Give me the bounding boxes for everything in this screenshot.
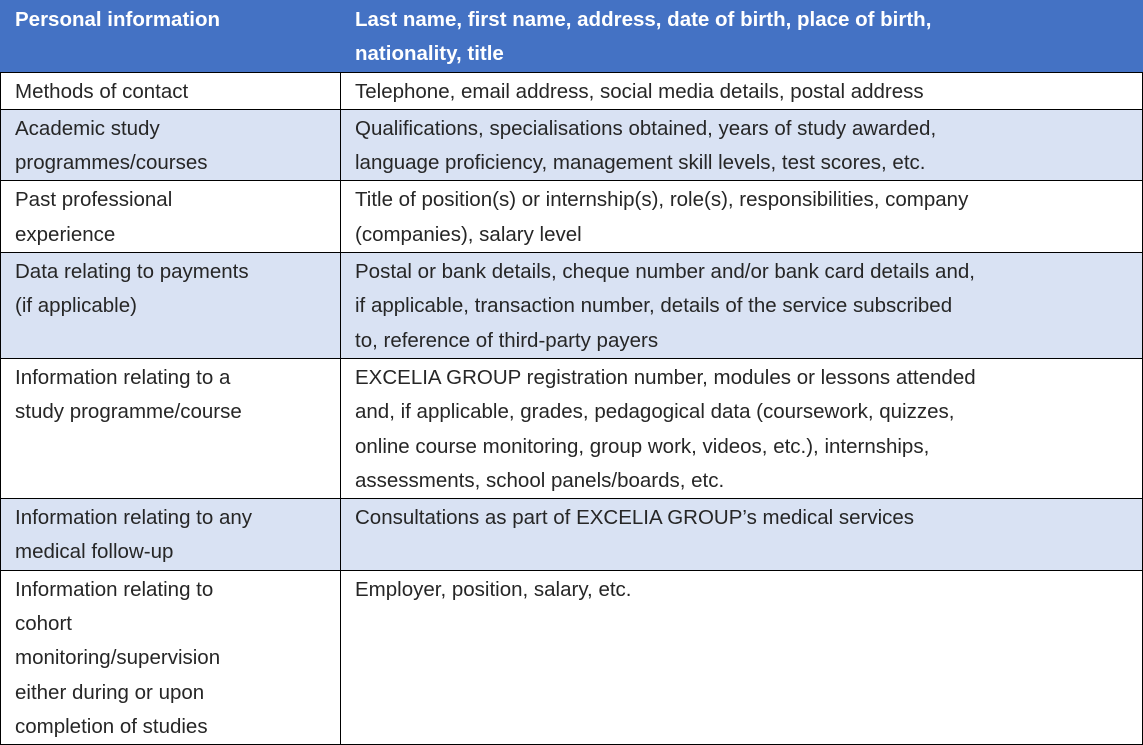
cell-text-line: monitoring/supervision bbox=[15, 646, 221, 670]
details-cell bbox=[341, 570, 1143, 744]
table-row bbox=[1, 358, 1143, 498]
cell-text-line: programmes/courses bbox=[15, 151, 208, 175]
cell-text-line: assessments, school panels/boards, etc. bbox=[355, 468, 725, 492]
cell-text-line: medical follow-up bbox=[15, 540, 174, 564]
category-cell bbox=[1, 499, 341, 571]
details-cell bbox=[341, 109, 1143, 181]
cell-text-line: (companies), salary level bbox=[355, 222, 582, 246]
cell-text-line: language proficiency, management skill levels, test scores, etc. bbox=[355, 151, 926, 175]
cell-text-line: Title of position(s) or internship(s), role(s), responsibilities, company bbox=[355, 188, 969, 212]
cell-text-line: online course monitoring, group work, videos, etc.), internships, bbox=[355, 434, 930, 458]
category-cell bbox=[1, 253, 341, 359]
table-row bbox=[1, 109, 1143, 181]
cell-text-line: EXCELIA GROUP registration number, modules or lessons attended bbox=[355, 365, 976, 389]
details-cell bbox=[341, 253, 1143, 359]
details-cell bbox=[341, 181, 1143, 253]
cell-text-line: cohort bbox=[15, 612, 72, 636]
category-cell bbox=[1, 570, 341, 744]
cell-text-line: Consultations as part of EXCELIA GROUP’s medical services bbox=[355, 506, 915, 530]
cell-text-line: Postal or bank details, cheque number and/or bank card details and, bbox=[355, 260, 975, 284]
cell-text-line: Telephone, email address, social media details, postal address bbox=[355, 79, 924, 103]
cell-text-line: and, if applicable, grades, pedagogical data (coursework, quizzes, bbox=[355, 400, 955, 424]
cell-text-line: completion of studies bbox=[15, 714, 208, 738]
cell-text-line: to, reference of third-party payers bbox=[355, 328, 659, 352]
cell-text-line: Employer, position, salary, etc. bbox=[355, 577, 632, 601]
details-cell bbox=[341, 499, 1143, 571]
cell-text-line: Qualifications, specialisations obtained, years of study awarded, bbox=[355, 116, 937, 140]
header-details-cell bbox=[341, 1, 1143, 73]
cell-text-line: experience bbox=[15, 222, 116, 246]
table-row bbox=[1, 253, 1143, 359]
cell-text-line: (if applicable) bbox=[15, 294, 137, 318]
table-row bbox=[1, 570, 1143, 744]
cell-text-line: if applicable, transaction number, details of the service subscribed bbox=[355, 294, 953, 318]
cell-text-line: Last name, first name, address, date of birth, place of birth, bbox=[355, 8, 932, 31]
cell-text-line: Academic study bbox=[15, 116, 160, 140]
cell-text-line: Personal information bbox=[15, 8, 221, 31]
cell-text-line: either during or upon bbox=[15, 680, 205, 704]
cell-text-line: study programme/course bbox=[15, 400, 242, 424]
cell-text-line: Past professional bbox=[15, 188, 173, 212]
cell-text-line: nationality, title bbox=[355, 42, 504, 66]
header-category-cell bbox=[1, 1, 341, 73]
category-cell bbox=[1, 358, 341, 498]
category-cell bbox=[1, 72, 341, 109]
details-cell bbox=[341, 358, 1143, 498]
cell-text-line: Information relating to a bbox=[15, 365, 231, 389]
details-cell bbox=[341, 72, 1143, 109]
table-row bbox=[1, 499, 1143, 571]
cell-text-line: Data relating to payments bbox=[15, 260, 249, 284]
table-header-row bbox=[1, 1, 1143, 73]
cell-text-line: Information relating to any bbox=[15, 506, 253, 530]
cell-text-line: Information relating to bbox=[15, 577, 214, 601]
category-cell bbox=[1, 109, 341, 181]
cell-text-line: Methods of contact bbox=[15, 79, 189, 103]
category-cell bbox=[1, 181, 341, 253]
table-row bbox=[1, 181, 1143, 253]
table-row bbox=[1, 72, 1143, 109]
